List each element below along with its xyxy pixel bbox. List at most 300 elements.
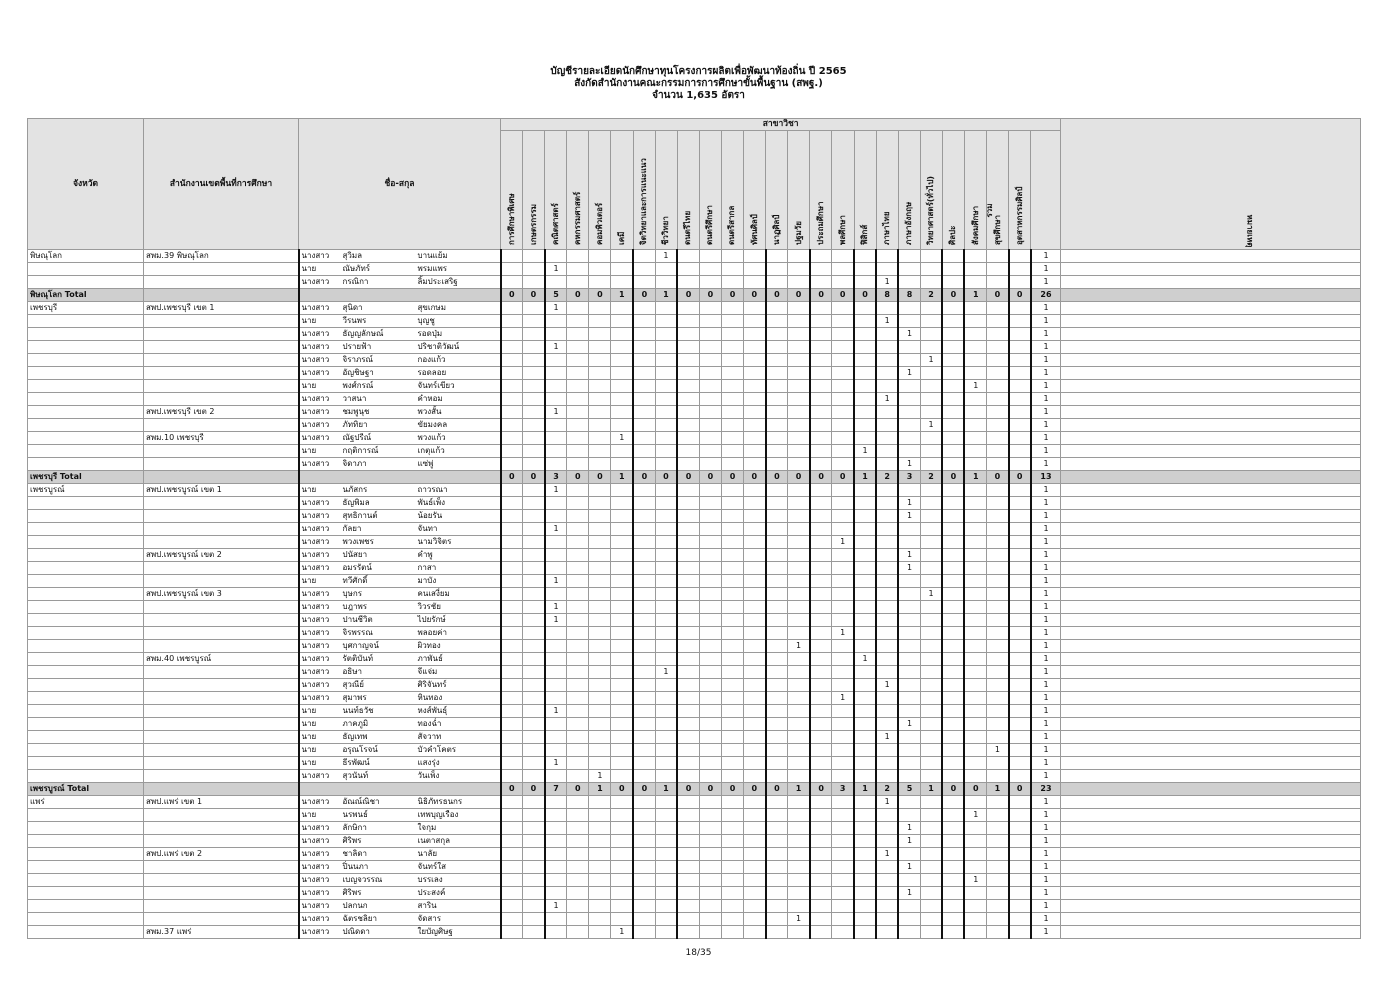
subject-cell — [589, 666, 611, 679]
subject-cell — [1009, 263, 1031, 276]
last-name-cell: ทองฉ่ำ — [416, 718, 501, 731]
subject-cell — [832, 744, 854, 757]
subject-cell — [942, 718, 964, 731]
first-name-cell: ธัญพิมล — [341, 497, 416, 510]
subject-cell — [788, 861, 810, 874]
subject-cell — [501, 380, 523, 393]
header-remark — [1061, 119, 1361, 250]
last-name-cell: พวงแก้ว — [416, 432, 501, 445]
last-name-cell: จันทร์ใส — [416, 861, 501, 874]
subject-cell — [589, 679, 611, 692]
header-subject-label: คหกรรมศาสตร์ — [572, 191, 582, 245]
subject-cell — [523, 614, 545, 627]
subject-cell — [920, 835, 942, 848]
subject-cell — [788, 653, 810, 666]
subject-cell — [766, 822, 788, 835]
subject-cell — [567, 679, 589, 692]
subject-cell — [854, 900, 876, 913]
subject-cell — [744, 653, 766, 666]
subject-cell — [744, 887, 766, 900]
subject-cell — [876, 627, 898, 640]
table-row — [28, 341, 1361, 354]
subject-cell — [920, 341, 942, 354]
subject-cell — [501, 276, 523, 289]
subject-cell — [810, 731, 832, 744]
header-subject-label: จิตวิทยาและการแนะแนว — [639, 158, 649, 245]
subject-cell — [1009, 380, 1031, 393]
table-row — [28, 705, 1361, 718]
subject-cell — [832, 510, 854, 523]
subject-cell — [766, 744, 788, 757]
header-subject — [942, 131, 964, 250]
subject-cell — [920, 523, 942, 536]
subject-cell — [832, 900, 854, 913]
subject-cell — [854, 276, 876, 289]
subject-cell — [987, 913, 1009, 926]
area-office-cell — [144, 510, 299, 523]
row-total-cell: 1 — [1031, 406, 1061, 419]
subject-cell — [677, 705, 699, 718]
subject-cell — [699, 562, 721, 575]
subject-cell — [876, 900, 898, 913]
subject-cell — [567, 510, 589, 523]
subject-cell — [611, 848, 633, 861]
subject-cell — [898, 588, 920, 601]
remark-cell — [1061, 731, 1361, 744]
first-name-cell: ทวีศักดิ์ — [341, 575, 416, 588]
area-office-cell — [144, 354, 299, 367]
subject-cell — [1009, 731, 1031, 744]
subject-cell — [832, 796, 854, 809]
subject-cell — [589, 640, 611, 653]
subject-cell — [501, 367, 523, 380]
subject-cell — [633, 900, 655, 913]
subject-cell — [545, 562, 567, 575]
subject-cell — [1009, 900, 1031, 913]
subject-cell — [987, 848, 1009, 861]
subject-cell — [501, 848, 523, 861]
subject-cell — [589, 705, 611, 718]
subject-cell — [611, 549, 633, 562]
name-title-cell: นาย — [299, 718, 341, 731]
subject-cell — [523, 627, 545, 640]
subject-cell — [766, 848, 788, 861]
subject-cell — [964, 900, 986, 913]
subject-cell — [523, 406, 545, 419]
subject-cell — [854, 887, 876, 900]
subject-cell — [987, 861, 1009, 874]
subject-cell — [1009, 484, 1031, 497]
subject-cell — [810, 926, 832, 939]
province-cell — [28, 549, 144, 562]
table-row — [28, 458, 1361, 471]
row-total-cell: 1 — [1031, 510, 1061, 523]
subject-cell — [810, 393, 832, 406]
subject-cell — [942, 822, 964, 835]
subject-cell — [832, 835, 854, 848]
subject-cell — [964, 848, 986, 861]
subject-cell: 1 — [898, 835, 920, 848]
subject-cell: 1 — [898, 887, 920, 900]
subject-cell — [964, 367, 986, 380]
subject-cell — [898, 380, 920, 393]
subject-cell: 1 — [898, 718, 920, 731]
header-subject — [744, 131, 766, 250]
subject-cell — [876, 666, 898, 679]
subject-cell — [942, 601, 964, 614]
subject-cell — [876, 822, 898, 835]
subject-cell — [854, 250, 876, 263]
subject-cell — [788, 549, 810, 562]
subject-cell — [920, 887, 942, 900]
subject-cell: 1 — [920, 588, 942, 601]
subject-cell — [699, 549, 721, 562]
subject-cell — [810, 835, 832, 848]
subject-cell — [766, 601, 788, 614]
subject-cell — [567, 263, 589, 276]
row-total-cell: 1 — [1031, 809, 1061, 822]
area-office-cell: สพป.แพร่ เขต 2 — [144, 848, 299, 861]
subtotal-value: 0 — [523, 289, 545, 302]
subject-cell — [523, 809, 545, 822]
subject-cell: 1 — [898, 562, 920, 575]
subtotal-value: 1 — [920, 783, 942, 796]
subject-cell — [854, 380, 876, 393]
last-name-cell: แซ่พู่ — [416, 458, 501, 471]
subtotal-value: 0 — [567, 471, 589, 484]
subject-cell — [832, 458, 854, 471]
subject-cell — [876, 536, 898, 549]
subtotal-value: 3 — [832, 783, 854, 796]
province-cell — [28, 497, 144, 510]
subject-cell — [810, 458, 832, 471]
subtotal-value: 3 — [545, 471, 567, 484]
subject-cell — [744, 575, 766, 588]
subject-cell — [611, 380, 633, 393]
name-title-cell: นางสาว — [299, 887, 341, 900]
province-cell — [28, 432, 144, 445]
subject-cell — [766, 497, 788, 510]
province-cell — [28, 393, 144, 406]
subject-cell — [942, 315, 964, 328]
subject-cell: 1 — [611, 926, 633, 939]
remark-cell — [1061, 770, 1361, 783]
subject-cell — [942, 354, 964, 367]
subject-cell — [744, 302, 766, 315]
table-row — [28, 900, 1361, 913]
subject-cell — [567, 588, 589, 601]
subject-cell — [810, 510, 832, 523]
subject-cell — [964, 757, 986, 770]
subject-cell — [1009, 913, 1031, 926]
subject-cell — [854, 536, 876, 549]
subject-cell — [788, 601, 810, 614]
subject-cell — [942, 913, 964, 926]
area-office-cell — [144, 380, 299, 393]
subtotal-value: 1 — [964, 289, 986, 302]
subject-cell — [964, 328, 986, 341]
subject-cell — [523, 328, 545, 341]
subject-cell — [501, 393, 523, 406]
subject-cell — [699, 536, 721, 549]
subject-cell — [611, 510, 633, 523]
subject-cell — [611, 458, 633, 471]
subject-cell — [699, 731, 721, 744]
subject-cell — [523, 250, 545, 263]
subject-cell — [589, 536, 611, 549]
subject-cell — [523, 562, 545, 575]
area-office-cell — [144, 367, 299, 380]
subject-cell — [788, 614, 810, 627]
subject-cell — [766, 679, 788, 692]
subject-cell — [567, 861, 589, 874]
subject-cell — [677, 718, 699, 731]
subject-cell — [788, 484, 810, 497]
subject-cell — [788, 575, 810, 588]
subject-cell — [1009, 367, 1031, 380]
remark-cell — [1061, 887, 1361, 900]
subject-cell — [589, 861, 611, 874]
subject-cell — [832, 432, 854, 445]
subject-cell — [721, 315, 743, 328]
subtotal-name-empty — [299, 471, 341, 484]
subject-cell — [699, 705, 721, 718]
subject-cell — [987, 588, 1009, 601]
remark-cell — [1061, 705, 1361, 718]
name-title-cell: นาย — [299, 484, 341, 497]
province-cell — [28, 770, 144, 783]
subject-cell — [810, 354, 832, 367]
subject-cell — [699, 250, 721, 263]
subtotal-value: 0 — [942, 783, 964, 796]
subject-cell: 1 — [876, 848, 898, 861]
header-subject-label: สุขศึกษา — [992, 214, 1002, 245]
area-office-cell — [144, 887, 299, 900]
subject-cell — [677, 328, 699, 341]
subject-cell — [920, 302, 942, 315]
document-title: บัญชีรายละเอียดนักศึกษาทุนโครงการผลิตเพื่อพัฒนาท้องถิ่น ปี 2565 — [550, 66, 847, 77]
subject-cell — [744, 588, 766, 601]
subject-cell — [876, 809, 898, 822]
name-title-cell: นางสาว — [299, 770, 341, 783]
subtotal-value: 0 — [942, 289, 964, 302]
subject-cell — [744, 445, 766, 458]
subject-cell — [810, 913, 832, 926]
subject-cell — [766, 887, 788, 900]
name-title-cell: นาย — [299, 705, 341, 718]
subject-cell — [1009, 302, 1031, 315]
subject-cell — [545, 666, 567, 679]
first-name-cell: สุมาพร — [341, 692, 416, 705]
subject-cell — [987, 770, 1009, 783]
subject-cell — [987, 484, 1009, 497]
remark-cell — [1061, 848, 1361, 861]
subject-cell — [744, 393, 766, 406]
name-title-cell: นาย — [299, 809, 341, 822]
remark-cell — [1061, 549, 1361, 562]
subject-cell — [501, 263, 523, 276]
header-subject-label: การศึกษาพิเศษ — [506, 193, 516, 245]
header-subject — [677, 131, 699, 250]
subject-cell — [854, 549, 876, 562]
subject-cell — [1009, 679, 1031, 692]
area-office-cell — [144, 861, 299, 874]
subject-cell — [721, 757, 743, 770]
subject-cell — [611, 692, 633, 705]
name-title-cell: นางสาว — [299, 523, 341, 536]
subject-cell — [611, 731, 633, 744]
row-total-cell: 1 — [1031, 848, 1061, 861]
province-cell — [28, 536, 144, 549]
subject-cell — [920, 692, 942, 705]
subject-cell — [854, 367, 876, 380]
subject-cell — [766, 588, 788, 601]
subject-cell — [501, 250, 523, 263]
subject-cell — [721, 432, 743, 445]
table-row — [28, 562, 1361, 575]
subject-cell — [876, 341, 898, 354]
subject-cell — [1009, 588, 1031, 601]
subtotal-value: 0 — [810, 783, 832, 796]
subject-cell — [501, 705, 523, 718]
remark-cell — [1061, 796, 1361, 809]
subject-cell — [898, 770, 920, 783]
subtotal-value: 0 — [987, 471, 1009, 484]
subject-cell — [788, 900, 810, 913]
subject-cell — [721, 900, 743, 913]
last-name-cell: ปริชาติวัฒน์ — [416, 341, 501, 354]
subject-cell — [501, 835, 523, 848]
subject-cell — [942, 848, 964, 861]
subject-cell — [677, 744, 699, 757]
subject-cell — [898, 640, 920, 653]
subject-cell — [987, 458, 1009, 471]
subject-cell — [699, 341, 721, 354]
subject-cell — [523, 341, 545, 354]
subject-cell — [788, 523, 810, 536]
subject-cell — [677, 523, 699, 536]
subject-cell: 1 — [545, 705, 567, 718]
subject-cell — [964, 263, 986, 276]
area-office-cell — [144, 718, 299, 731]
row-total-cell: 1 — [1031, 666, 1061, 679]
subtotal-value: 0 — [744, 471, 766, 484]
subject-cell — [788, 731, 810, 744]
subject-cell — [611, 900, 633, 913]
subject-cell — [1009, 328, 1031, 341]
subject-cell — [655, 796, 677, 809]
subject-cell — [898, 744, 920, 757]
subject-cell: 1 — [832, 692, 854, 705]
subject-cell — [611, 484, 633, 497]
remark-cell — [1061, 445, 1361, 458]
subject-cell — [677, 432, 699, 445]
subject-cell — [920, 731, 942, 744]
last-name-cell: พวงสั้น — [416, 406, 501, 419]
name-title-cell: นางสาว — [299, 666, 341, 679]
subject-cell — [920, 770, 942, 783]
subject-cell: 1 — [611, 432, 633, 445]
subject-cell — [567, 653, 589, 666]
last-name-cell: พรมแพร — [416, 263, 501, 276]
subject-cell — [942, 562, 964, 575]
row-total-cell: 1 — [1031, 913, 1061, 926]
area-office-cell — [144, 770, 299, 783]
subject-cell — [920, 536, 942, 549]
name-title-cell: นางสาว — [299, 549, 341, 562]
subject-cell — [766, 705, 788, 718]
subject-cell — [832, 757, 854, 770]
subject-cell — [633, 250, 655, 263]
subject-cell — [523, 263, 545, 276]
subject-cell — [876, 692, 898, 705]
subject-cell — [942, 861, 964, 874]
subject-cell — [523, 718, 545, 731]
subject-cell — [898, 575, 920, 588]
area-office-cell — [144, 627, 299, 640]
subject-cell — [876, 861, 898, 874]
name-title-cell: นางสาว — [299, 822, 341, 835]
subject-cell — [501, 406, 523, 419]
subject-cell — [766, 627, 788, 640]
subject-cell — [633, 887, 655, 900]
subject-cell — [832, 263, 854, 276]
subtotal-row — [28, 783, 1361, 796]
subject-cell — [633, 341, 655, 354]
subject-cell — [677, 354, 699, 367]
subject-cell — [545, 887, 567, 900]
area-office-cell — [144, 458, 299, 471]
subtotal-value: 0 — [699, 783, 721, 796]
subject-cell: 1 — [964, 809, 986, 822]
last-name-cell: หงส์พันธุ์ — [416, 705, 501, 718]
subject-cell — [810, 276, 832, 289]
subject-cell — [655, 367, 677, 380]
subject-cell — [655, 510, 677, 523]
subject-cell — [501, 731, 523, 744]
subject-cell — [633, 835, 655, 848]
subject-cell — [545, 835, 567, 848]
subject-cell — [721, 497, 743, 510]
subject-cell — [920, 315, 942, 328]
subject-cell: 1 — [898, 549, 920, 562]
subject-cell — [832, 575, 854, 588]
subject-cell — [832, 354, 854, 367]
header-subject-label: ชีววิทยา — [661, 216, 671, 245]
subject-cell — [501, 809, 523, 822]
last-name-cell: บรรเลง — [416, 874, 501, 887]
subject-cell — [810, 250, 832, 263]
subject-cell: 1 — [876, 796, 898, 809]
subject-cell — [810, 601, 832, 614]
table-row — [28, 809, 1361, 822]
subject-cell — [1009, 393, 1031, 406]
subject-cell — [633, 718, 655, 731]
subject-cell — [854, 328, 876, 341]
subject-cell — [677, 380, 699, 393]
last-name-cell: จันทา — [416, 523, 501, 536]
subject-cell — [523, 575, 545, 588]
subject-cell — [633, 302, 655, 315]
subject-cell — [876, 601, 898, 614]
row-total-cell: 1 — [1031, 835, 1061, 848]
subject-cell: 1 — [876, 393, 898, 406]
subject-cell — [987, 757, 1009, 770]
subject-cell — [567, 640, 589, 653]
row-total-cell: 1 — [1031, 861, 1061, 874]
row-total-cell: 1 — [1031, 445, 1061, 458]
subject-cell: 1 — [876, 679, 898, 692]
